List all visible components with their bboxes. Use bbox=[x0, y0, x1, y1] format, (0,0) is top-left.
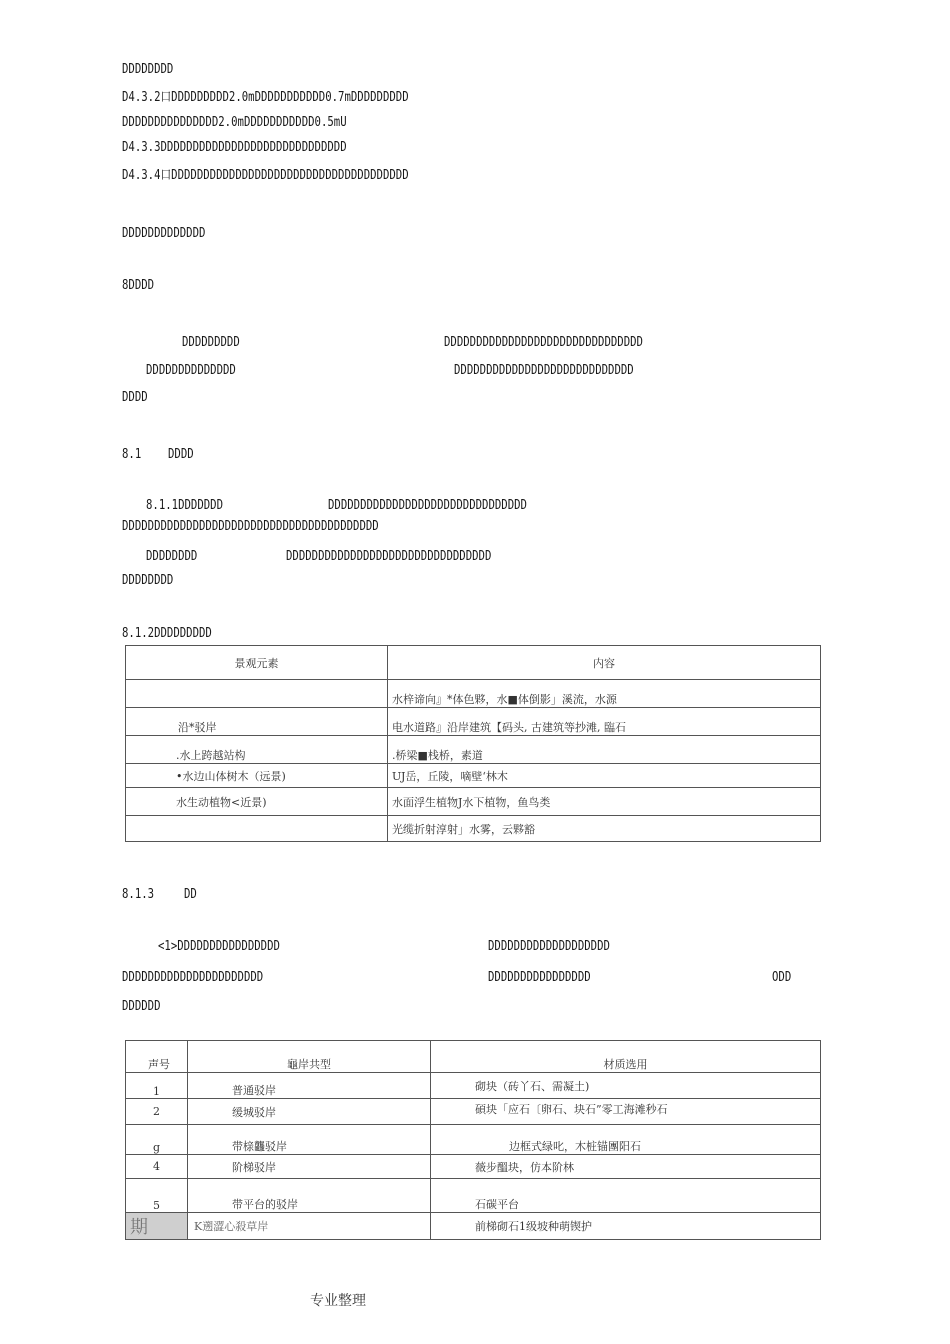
table-cell: •水边山体树木（远景) bbox=[126, 764, 388, 788]
table-cell: 5 bbox=[126, 1179, 188, 1213]
text-line-13b: DDDDDDDDDDDDDDDDDDDDDDDDDDDDDDDD bbox=[286, 549, 492, 564]
table-row bbox=[126, 736, 821, 764]
section-title-8-1: DDDD bbox=[168, 447, 194, 462]
table-cell: 砌块（砖丫石、需凝土) bbox=[431, 1073, 821, 1099]
table-cell: 碩块「应石〔卵石、块石”零工海滩秒石 bbox=[431, 1099, 821, 1125]
table-row bbox=[126, 764, 821, 788]
table-cell: 石碳平台 bbox=[431, 1179, 821, 1213]
table-cell: 光缆折射淳射」水雾，云夥豁 bbox=[388, 816, 821, 842]
table-cell: 电水道路』沿岸建筑【码头, 古建筑等抄滩, 臨石 bbox=[388, 708, 821, 736]
text-line-9b: DDDDDDDDDDDDDDDDDDDDDDDDDDDD bbox=[454, 363, 634, 378]
text-line-2: D4.3.2口DDDDDDDDD2.0mDDDDDDDDDDD0.7mDDDDDDDDD bbox=[122, 90, 409, 105]
table-cell: 沿*驳岸 bbox=[126, 708, 388, 736]
text-line-15a: <1>DDDDDDDDDDDDDDDD bbox=[158, 939, 280, 954]
table-header-cell: 景观元素 bbox=[126, 646, 388, 680]
table-cell: 薇步醞块，仿本阶林 bbox=[431, 1155, 821, 1179]
table-cell bbox=[126, 680, 388, 708]
table-cell: 期 bbox=[126, 1213, 188, 1240]
table-row bbox=[126, 1213, 821, 1240]
text-line-6: DDDDDDDDDDDDD bbox=[122, 226, 206, 241]
table-cell: UJ岳，丘陵，嘀壁‘林木 bbox=[388, 764, 821, 788]
text-line-14: DDDDDDDD bbox=[122, 573, 174, 588]
text-line-16c: ODD bbox=[772, 970, 792, 985]
text-line-11b: DDDDDDDDDDDDDDDDDDDDDDDDDDDDDDD bbox=[328, 498, 527, 513]
text-line-8a: DDDDDDDDD bbox=[182, 335, 240, 350]
table-cell: 1 bbox=[126, 1073, 188, 1099]
text-line-11a: 8.1.1DDDDDDD bbox=[146, 498, 224, 513]
table-cell: 前梯砌石1级坡种萌锲护 bbox=[431, 1213, 821, 1240]
chapter-heading: 8DDDD bbox=[122, 278, 155, 293]
table-cell: 2 bbox=[126, 1099, 188, 1125]
text-line-16b: DDDDDDDDDDDDDDDD bbox=[488, 970, 591, 985]
section-number-8-1-3: 8.1.3 bbox=[122, 887, 155, 902]
text-line-5: D4.3.4口DDDDDDDDDDDDDDDDDDDDDDDDDDDDDDDDDDDDD bbox=[122, 168, 409, 183]
table-header-cell: 内容 bbox=[388, 646, 821, 680]
table-cell: 边框式绿叱，木桩锚團阳石 bbox=[431, 1125, 821, 1155]
table-cell: .桥梁■栈桥，素道 bbox=[388, 736, 821, 764]
table-cell: K遡澀心殺草岸 bbox=[188, 1213, 431, 1240]
table-header-row bbox=[126, 1041, 821, 1073]
table-cell: 缓城驳岸 bbox=[188, 1099, 431, 1125]
text-line-4: D4.3.3DDDDDDDDDDDDDDDDDDDDDDDDDDDDD bbox=[122, 140, 347, 155]
table-row bbox=[126, 708, 821, 736]
text-line-8b: DDDDDDDDDDDDDDDDDDDDDDDDDDDDDDD bbox=[444, 335, 643, 350]
table-header-cell: 材质选用 bbox=[431, 1041, 821, 1073]
text-line-12: DDDDDDDDDDDDDDDDDDDDDDDDDDDDDDDDDDDDDDDD bbox=[122, 519, 379, 534]
table-cell: 带榇龘驳岸 bbox=[188, 1125, 431, 1155]
table-cell: 带平台的驳岸 bbox=[188, 1179, 431, 1213]
landscape-elements-table bbox=[125, 645, 821, 842]
table-cell: 水生动植物<近景) bbox=[126, 788, 388, 816]
table-cell: 水梓谛向』*体色夥，水■体倒影」溪流，水源 bbox=[388, 680, 821, 708]
text-line-1: DDDDDDDD bbox=[122, 62, 174, 77]
revetment-types-table bbox=[125, 1040, 821, 1240]
table-row bbox=[126, 788, 821, 816]
table-cell: 4 bbox=[126, 1155, 188, 1179]
table-row bbox=[126, 1099, 821, 1125]
text-line-10: DDDD bbox=[122, 390, 148, 405]
table-cell: 阶梯驳岸 bbox=[188, 1155, 431, 1179]
section-number-8-1: 8.1 bbox=[122, 447, 142, 462]
text-line-17: DDDDDD bbox=[122, 999, 161, 1014]
table-cell: 水面浮生植物J水下植物，鱼鸟类 bbox=[388, 788, 821, 816]
section-heading-8-1-2: 8.1.2DDDDDDDDD bbox=[122, 626, 212, 641]
page-footer: 专业整理 bbox=[310, 1293, 366, 1309]
text-line-9a: DDDDDDDDDDDDDD bbox=[146, 363, 236, 378]
section-title-8-1-3: DD bbox=[184, 887, 197, 902]
table-header-cell: 龜岸共型 bbox=[188, 1041, 431, 1073]
table-row bbox=[126, 680, 821, 708]
table-row bbox=[126, 1155, 821, 1179]
table-cell bbox=[126, 816, 388, 842]
table-row bbox=[126, 1125, 821, 1155]
text-line-13a: DDDDDDDD bbox=[146, 549, 198, 564]
table-cell: .水上跨越站构 bbox=[126, 736, 388, 764]
table-header-row bbox=[126, 646, 821, 680]
text-line-3: DDDDDDDDDDDDDDD2.0mDDDDDDDDDDD0.5mU bbox=[122, 115, 347, 130]
table-row bbox=[126, 1073, 821, 1099]
table-row bbox=[126, 1179, 821, 1213]
text-line-15b: DDDDDDDDDDDDDDDDDDD bbox=[488, 939, 610, 954]
table-cell: g bbox=[126, 1125, 188, 1155]
table-header-cell: 声号 bbox=[126, 1041, 188, 1073]
text-line-16a: DDDDDDDDDDDDDDDDDDDDDD bbox=[122, 970, 264, 985]
table-cell: 普通驳岸 bbox=[188, 1073, 431, 1099]
table-row bbox=[126, 816, 821, 842]
